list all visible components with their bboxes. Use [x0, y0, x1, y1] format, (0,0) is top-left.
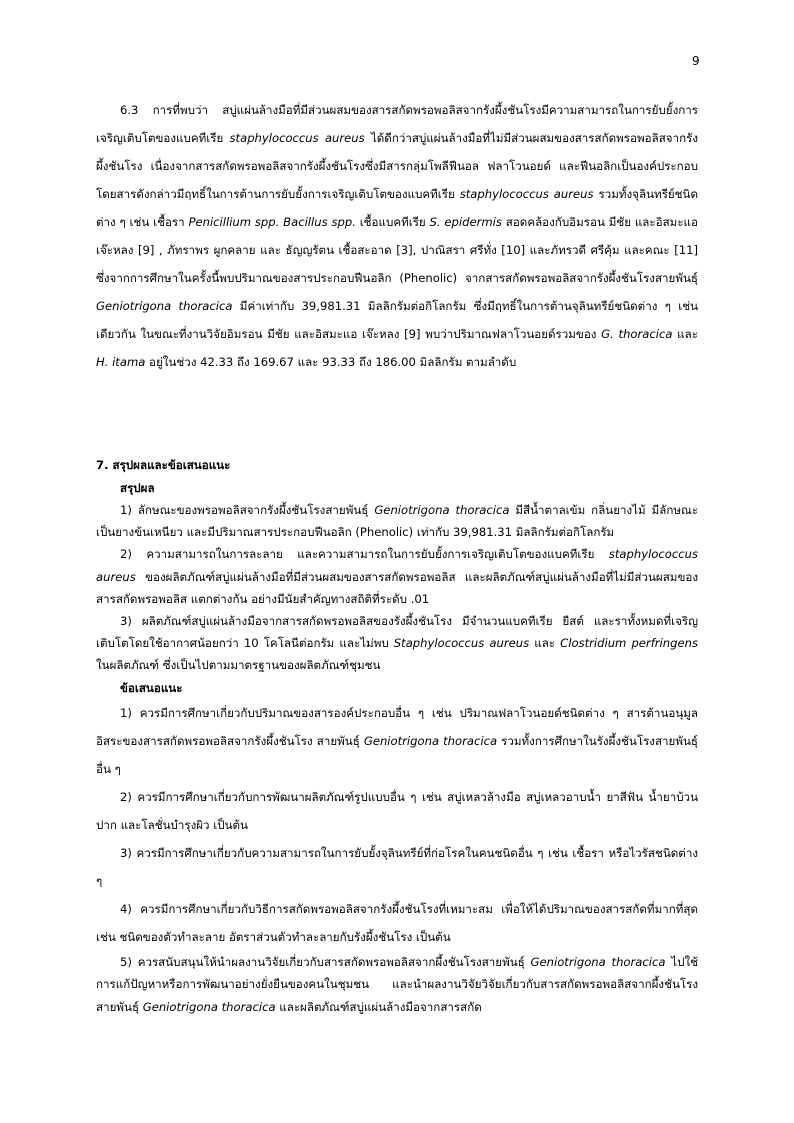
text-run: และผลิตภัณฑ์สบู่แผ่นล้างมือจากสารสกัด: [275, 999, 482, 1014]
text-run: 1) ควรมีการศึกษาเกี่ยวกับปริมาณของสารองค์ประกอบอื่น ๆ เช่น ปริมาณฟลาโวนอยด์ชนิดต่าง ๆ สารต้านอนุมูลอิสระของสารสกัดพรอพอลิสจากรังผึ้งชันโรง สายพันธุ์: [96, 706, 698, 749]
species-name: Penicillium spp. Bacillus spp.: [188, 215, 356, 229]
section-7-heading: 7. สรุปผลและข้อเสนอแนะ: [96, 458, 231, 472]
text-run: ของผลิตภัณฑ์สบู่แผ่นล้างมือที่มีส่วนผสมของสารสกัดพรอพอลิส และผลิตภัณฑ์สบู่แผ่นล้างมือที่ไม่มีส่วนผสมของสารสกัดพรอพอลิส แตกต่างกัน อย่างมีนัยสำคัญทางสถิติที่ระดับ .01: [96, 569, 698, 606]
text-run: สอดคล้องกับอิมรอน มีชัย และอิสมะแอ เจ๊ะหลง [9] , ภัทราพร ผูกคลาย และ ธัญญรัตน เชื้อสะอาด [3], ปาณิสรา ศรีทั่ง [10] และภัทรวดี ศรีคุ้ม และคณะ [11] ซึ่งจากการศึกษาในครั้งนี้พบปริมาณของสารประกอบฟีนอลิก (Phenolic) จากสารสกัดพรอพอลิสจากรังผึ้งชันโรงสายพันธุ์: [96, 215, 698, 285]
section-7: [96, 454, 698, 1018]
recommendation-item-2: 2) ควรมีการศึกษาเกี่ยวกับการพัฒนาผลิตภัณฑ์รูปแบบอื่น ๆ เช่น สบู่เหลวล้างมือ สบู่เหลวอาบน้ำ ยาสีฟัน น้ำยาบ้วนปาก และโลชั่นบำรุงผิว เป็นต้น: [96, 790, 698, 833]
species-name: H. itama: [96, 355, 146, 369]
species-name: Geniotrigona thoracica: [374, 503, 510, 517]
species-name: Staphylococcus aureus: [393, 636, 530, 651]
conclusion-heading: สรุปผล: [120, 480, 155, 495]
text-run: 6.3 การที่พบว่า สบู่แผ่นล้างมือที่มีส่วนผสมของสารสกัดพรอพอลิสจากรังผึ้งชันโรงมีความสามารถในการยับยั้งการเจริญเติบโตของแบคทีเรีย: [96, 103, 698, 145]
recommendation-item-3: 3) ควรมีการศึกษาเกี่ยวกับความสามารถในการยับยั้งจุลินทรีย์ที่ก่อโรคในคนชนิดอื่น ๆ เช่น เชื้อรา หรือไวรัสชนิดต่าง ๆ: [96, 846, 698, 889]
text-run: 3) ผลิตภัณฑ์สบู่แผ่นล้างมือจากสารสกัดพรอพอลิสของรังผึ้งชันโรง มีจำนวนแบคทีเรีย ยีสต์ และราทั้งหมดที่เจริญเติบโตโดยใช้อากาศน้อยกว่า 10 โคโลนีต่อกรัม และไม่พบ: [96, 614, 698, 651]
species-name: staphylococcus aureus: [229, 131, 365, 145]
text-run: รวมทั้งจุลินทรีย์ชนิดต่าง ๆ เช่น เชื้อรา: [96, 187, 698, 229]
text-run: มีสีน้ำตาลเข้ม กลิ่นยางไม้ มีลักษณะเป็นยางข้นเหนียว และมีปริมาณสารประกอบฟีนอลิก (Phenolic) เท่ากับ 39,981.31 มิลลิกรัมต่อกิโลกรัม: [96, 503, 698, 540]
page-number: 9: [692, 54, 700, 68]
recommendation-heading: ข้อเสนอแนะ: [120, 680, 183, 695]
text-run: ในผลิตภัณฑ์ ซึ่งเป็นไปตามมาตรฐานของผลิตภัณฑ์ชุมชน: [96, 658, 381, 673]
text-run: เชื้อแบคทีเรีย: [355, 215, 430, 229]
species-name: Clostridium perfringens: [560, 636, 698, 651]
species-name: staphylococcus aureus: [96, 547, 698, 584]
text-run: 1) ลักษณะของพรอพอลิสจากรังผึ้งชันโรงสายพันธุ์: [120, 503, 375, 517]
text-run: และ: [672, 327, 698, 341]
species-name: G. thoracica: [601, 327, 673, 341]
text-run: รวมทั้งการศึกษาในรังผึ้งชันโรงสายพันธุ์อื่น ๆ: [96, 734, 698, 777]
recommendation-item-1: [96, 699, 698, 783]
text-run: มีค่าเท่ากับ 39,981.31 มิลลิกรัมต่อกิโลกรัม ซึ่งมีฤทธิ์ในการต้านจุลินทรีย์ชนิดต่าง ๆ เช่นเดียวกัน ในขณะที่งานวิจัยอิมรอน มีชัย และอิสมะแอ เจ๊ะหลง [9] พบว่าปริมาณฟลาโวนอยด์รวมของ: [96, 299, 698, 341]
species-name: staphylococcus aureus: [459, 187, 594, 201]
text-run: ไปใช้การแก้ปัญหาหรือการพัฒนาอย่างยั่งยืนของคนในชุมชน และนำผลงานวิจัยวิจัยเกี่ยวกับสารสกัดพรอพอลิสจากผึ้งชันโรงสายพันธุ์: [96, 955, 698, 1014]
recommendation-item-5: [96, 951, 698, 1018]
text-run: 5) ควรสนับสนุนให้นำผลงานวิจัยเกี่ยวกับสารสกัดพรอพอลิสจากผึ้งชันโรงสายพันธุ์: [120, 955, 531, 970]
text-run: อยู่ในช่วง 42.33 ถึง 169.67 และ 93.33 ถึง 186.00 มิลลิกรัม ตามลำดับ: [145, 355, 517, 369]
species-name: Geniotrigona thoracica: [96, 299, 233, 313]
species-name: Geniotrigona thoracica: [363, 734, 498, 749]
conclusion-item-3: [96, 610, 698, 677]
species-name: Geniotrigona thoracica: [530, 955, 666, 970]
recommendation-item-4: 4) ควรมีการศึกษาเกี่ยวกับวิธีการสกัดพรอพอลิสจากรังผึ้งชันโรงที่เหมาะสม เพื่อให้ได้ปริมาณของสารสกัดที่มากที่สุด เช่น ชนิดของตัวทำละลาย อัตราส่วนตัวทำละลายกับรังผึ้งชันโรง เป็นต้น: [96, 902, 698, 945]
text-run: และ: [529, 636, 561, 651]
conclusion-item-2: [96, 543, 698, 610]
section-6-3-paragraph: [96, 96, 698, 376]
text-run: 2) ความสามารถในการละลาย และความสามารถในการยับยั้งการเจริญเติบโตของแบคทีเรีย: [120, 547, 609, 562]
text-run: ได้ดีกว่าสบู่แผ่นล้างมือที่ไม่มีส่วนผสมของสารสกัดพรอพอลิสจากรังผึ้งชันโรง เนื่องจากสารสกัดพรอพอลิสจากรังผึ้งชันโรงซึ่งมีสารกลุ่มโพลีฟีนอล ฟลาโวนอยด์ และฟีนอลิกเป็นองค์ประกอบโดยสารดังกล่าวมีฤทธิ์ในการต้านการยับยั้งการเจริญเติบโตของแบคทีเรีย: [96, 131, 698, 201]
species-name: Geniotrigona thoracica: [142, 999, 276, 1014]
species-name: S. epidermis: [429, 215, 502, 229]
conclusion-item-1: [96, 499, 698, 543]
